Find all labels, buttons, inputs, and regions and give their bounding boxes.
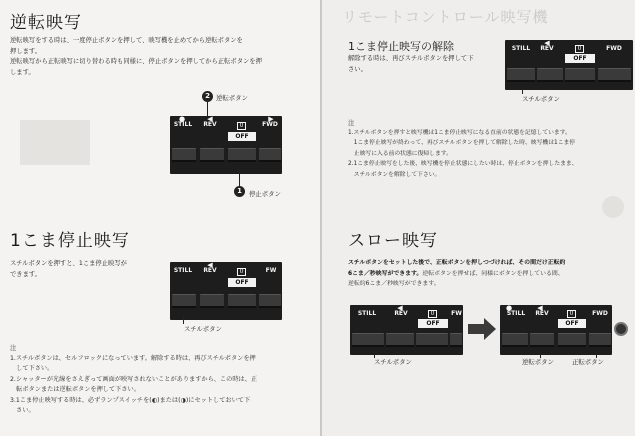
rev-arrow-icon: ◀ (207, 116, 213, 123)
callout-number-badge: 1 (234, 186, 245, 197)
body-line: できます。 (10, 270, 41, 278)
transition-arrow-icon (468, 318, 496, 340)
faded-header: リモートコントロール映写機 (342, 8, 549, 26)
body-line: スチルボタンを押すと、1こま停止映写が (10, 260, 127, 267)
rev-button[interactable] (200, 294, 224, 308)
stop-button[interactable] (228, 148, 256, 162)
off-caption: OFF (228, 132, 256, 141)
still-caption: STILL (357, 310, 377, 317)
body-line (348, 269, 633, 280)
rev-caption: REV (535, 310, 549, 317)
note-item: して下さい。 (10, 365, 54, 373)
body-span: 逆転ボタンを押せば、同様にボタンを押している間、 (422, 270, 564, 277)
note-item: さい。 (10, 407, 35, 415)
fwd-caption: FWD (262, 121, 278, 128)
rev-caption: REV (203, 267, 217, 274)
body-line: スチルボタンをセットした後で、正転ボタンを押しつづければ、その間だけ正転約 (348, 260, 566, 266)
fwd-caption: FWD (592, 310, 608, 317)
note-item: 1こま停止映写が終わって、再びスチルボタンを押して解除した時、映写機は1こま停 (348, 140, 576, 147)
fwd-button[interactable] (259, 294, 281, 308)
off-caption: OFF (228, 278, 256, 287)
right-page (322, 0, 635, 436)
rev-arrow-icon: ◀ (537, 305, 543, 312)
fwd-button[interactable] (589, 333, 611, 347)
reverse-projection-body (10, 36, 310, 78)
rev-caption: REV (203, 121, 217, 128)
notes-heading: 注 (348, 119, 355, 127)
fw-caption: FW (265, 267, 277, 274)
note-item: 転ボタンまたは逆転ボタンを押して下さい。 (10, 386, 140, 394)
notes-list (348, 128, 630, 180)
callout-still-label: スチルボタン (522, 95, 560, 103)
fwd-button[interactable] (450, 333, 462, 347)
still-caption: STILL (511, 45, 531, 52)
leader-line (522, 87, 523, 94)
still-release-title: 1こま停止映写の解除 (348, 40, 454, 53)
note-item: 2.1こま停止映写をした後、映写機を停止状態にしたい時は、停止ボタンを押したまま、 (348, 161, 578, 168)
rev-arrow-icon: ◀ (397, 305, 403, 312)
body-line: 逆転映写から正転映写に切り替わる時も同様に、停止ボタンを押してから正転ボタンを押 (10, 58, 262, 65)
callout-rev-label: 逆転ボタン (522, 358, 554, 366)
faded-illustration (20, 120, 90, 165)
stop-button[interactable] (228, 294, 256, 308)
still-dot-icon: ● (178, 116, 186, 123)
callout-stop-label: 停止ボタン (249, 190, 281, 198)
body-line: 逆転映写をする時は、一度停止ボタンを押して、映写機を止めてから逆転ボタンを (10, 37, 243, 44)
stop-button[interactable] (565, 68, 595, 82)
body-line: します。 (10, 68, 35, 76)
still-button[interactable] (502, 333, 528, 347)
zero-indicator: 0 (237, 122, 246, 130)
zero-indicator: 0 (567, 310, 576, 318)
still-button[interactable] (507, 68, 535, 82)
fw-caption: FW (451, 310, 462, 317)
zero-indicator: 0 (575, 45, 584, 53)
stop-button[interactable] (416, 333, 448, 347)
single-frame-title: 1こま停止映写 (10, 231, 130, 251)
callout-still-label: スチルボタン (184, 325, 222, 333)
stop-button[interactable] (558, 333, 586, 347)
leader-line (183, 316, 184, 324)
rev-caption: REV (394, 310, 408, 317)
still-caption: STILL (506, 310, 526, 317)
note-item: 止映写に入る前の状態に復帰します。 (348, 150, 452, 157)
slow-projection-title: スロー映写 (348, 231, 438, 251)
note-item: 2.シャッターが光線をさえぎって画面が映写されないことがありますから、この時は、正 (10, 375, 258, 383)
control-panel-reverse (170, 116, 282, 174)
single-frame-body (10, 259, 170, 280)
still-caption: STILL (173, 267, 193, 274)
slow-projection-body (348, 258, 633, 290)
off-caption: OFF (418, 319, 448, 328)
body-line: さい。 (348, 65, 367, 73)
knob-icon (614, 322, 628, 336)
callout-fwd-label: 正転ボタン (572, 358, 604, 366)
faded-circle (602, 196, 624, 218)
rev-button[interactable] (530, 333, 554, 347)
still-release-body (348, 54, 508, 75)
rev-button[interactable] (200, 148, 224, 162)
reverse-projection-title: 逆転映写 (10, 13, 82, 33)
note-item: 1.スチルボタンは、セルフロックになっています。解除する時は、再びスチルボタンを押 (10, 355, 256, 362)
notes-list (10, 354, 310, 416)
notes-heading: 注 (10, 344, 17, 352)
callout-reverse-label: 逆転ボタン (216, 94, 248, 102)
zero-indicator: 0 (428, 310, 437, 318)
control-panel-slow-after (500, 305, 612, 355)
fwd-caption: FWD (606, 45, 622, 52)
control-panel-still (170, 262, 282, 320)
still-button[interactable] (172, 294, 196, 308)
body-line: 押します。 (10, 47, 41, 55)
note-item: 3.1こま停止映写する時は、必ずランプスイッチを(◐)または(◑)にセットしておいて下 (10, 396, 251, 404)
body-bold-span: 6こま／秒映写ができます。 (348, 270, 423, 277)
callout-number-badge: 2 (202, 91, 213, 102)
fwd-arrow-icon: ▶ (268, 116, 274, 123)
still-dot-icon: ● (505, 305, 513, 312)
callout-still-label: スチルボタン (374, 358, 412, 366)
off-caption: OFF (565, 54, 595, 63)
leader-line (239, 170, 240, 186)
off-caption: OFF (558, 319, 586, 328)
still-button[interactable] (352, 333, 384, 347)
zero-indicator: 0 (237, 268, 246, 276)
rev-arrow-icon: ◀ (207, 262, 213, 269)
rev-button[interactable] (537, 68, 563, 82)
control-panel-slow-before (350, 305, 463, 355)
rev-caption: REV (540, 45, 554, 52)
body-line: 解除する時は、再びスチルボタンを押して下 (348, 55, 474, 62)
rev-arrow-icon: ◀ (544, 40, 550, 47)
control-panel-release (505, 40, 633, 90)
note-item: 1.スチルボタンを押すと映写機は1こま停止映写になる直前の状態を記憶しています。 (348, 130, 571, 136)
note-item: スチルボタンを解除して下さい。 (348, 171, 441, 178)
body-line: 逆転約6こま／秒映写ができます。 (348, 281, 440, 287)
rev-button[interactable] (386, 333, 414, 347)
fwd-button[interactable] (598, 68, 631, 82)
still-button[interactable] (172, 148, 196, 162)
fwd-button[interactable] (259, 148, 281, 162)
still-caption: STILL (173, 121, 193, 128)
